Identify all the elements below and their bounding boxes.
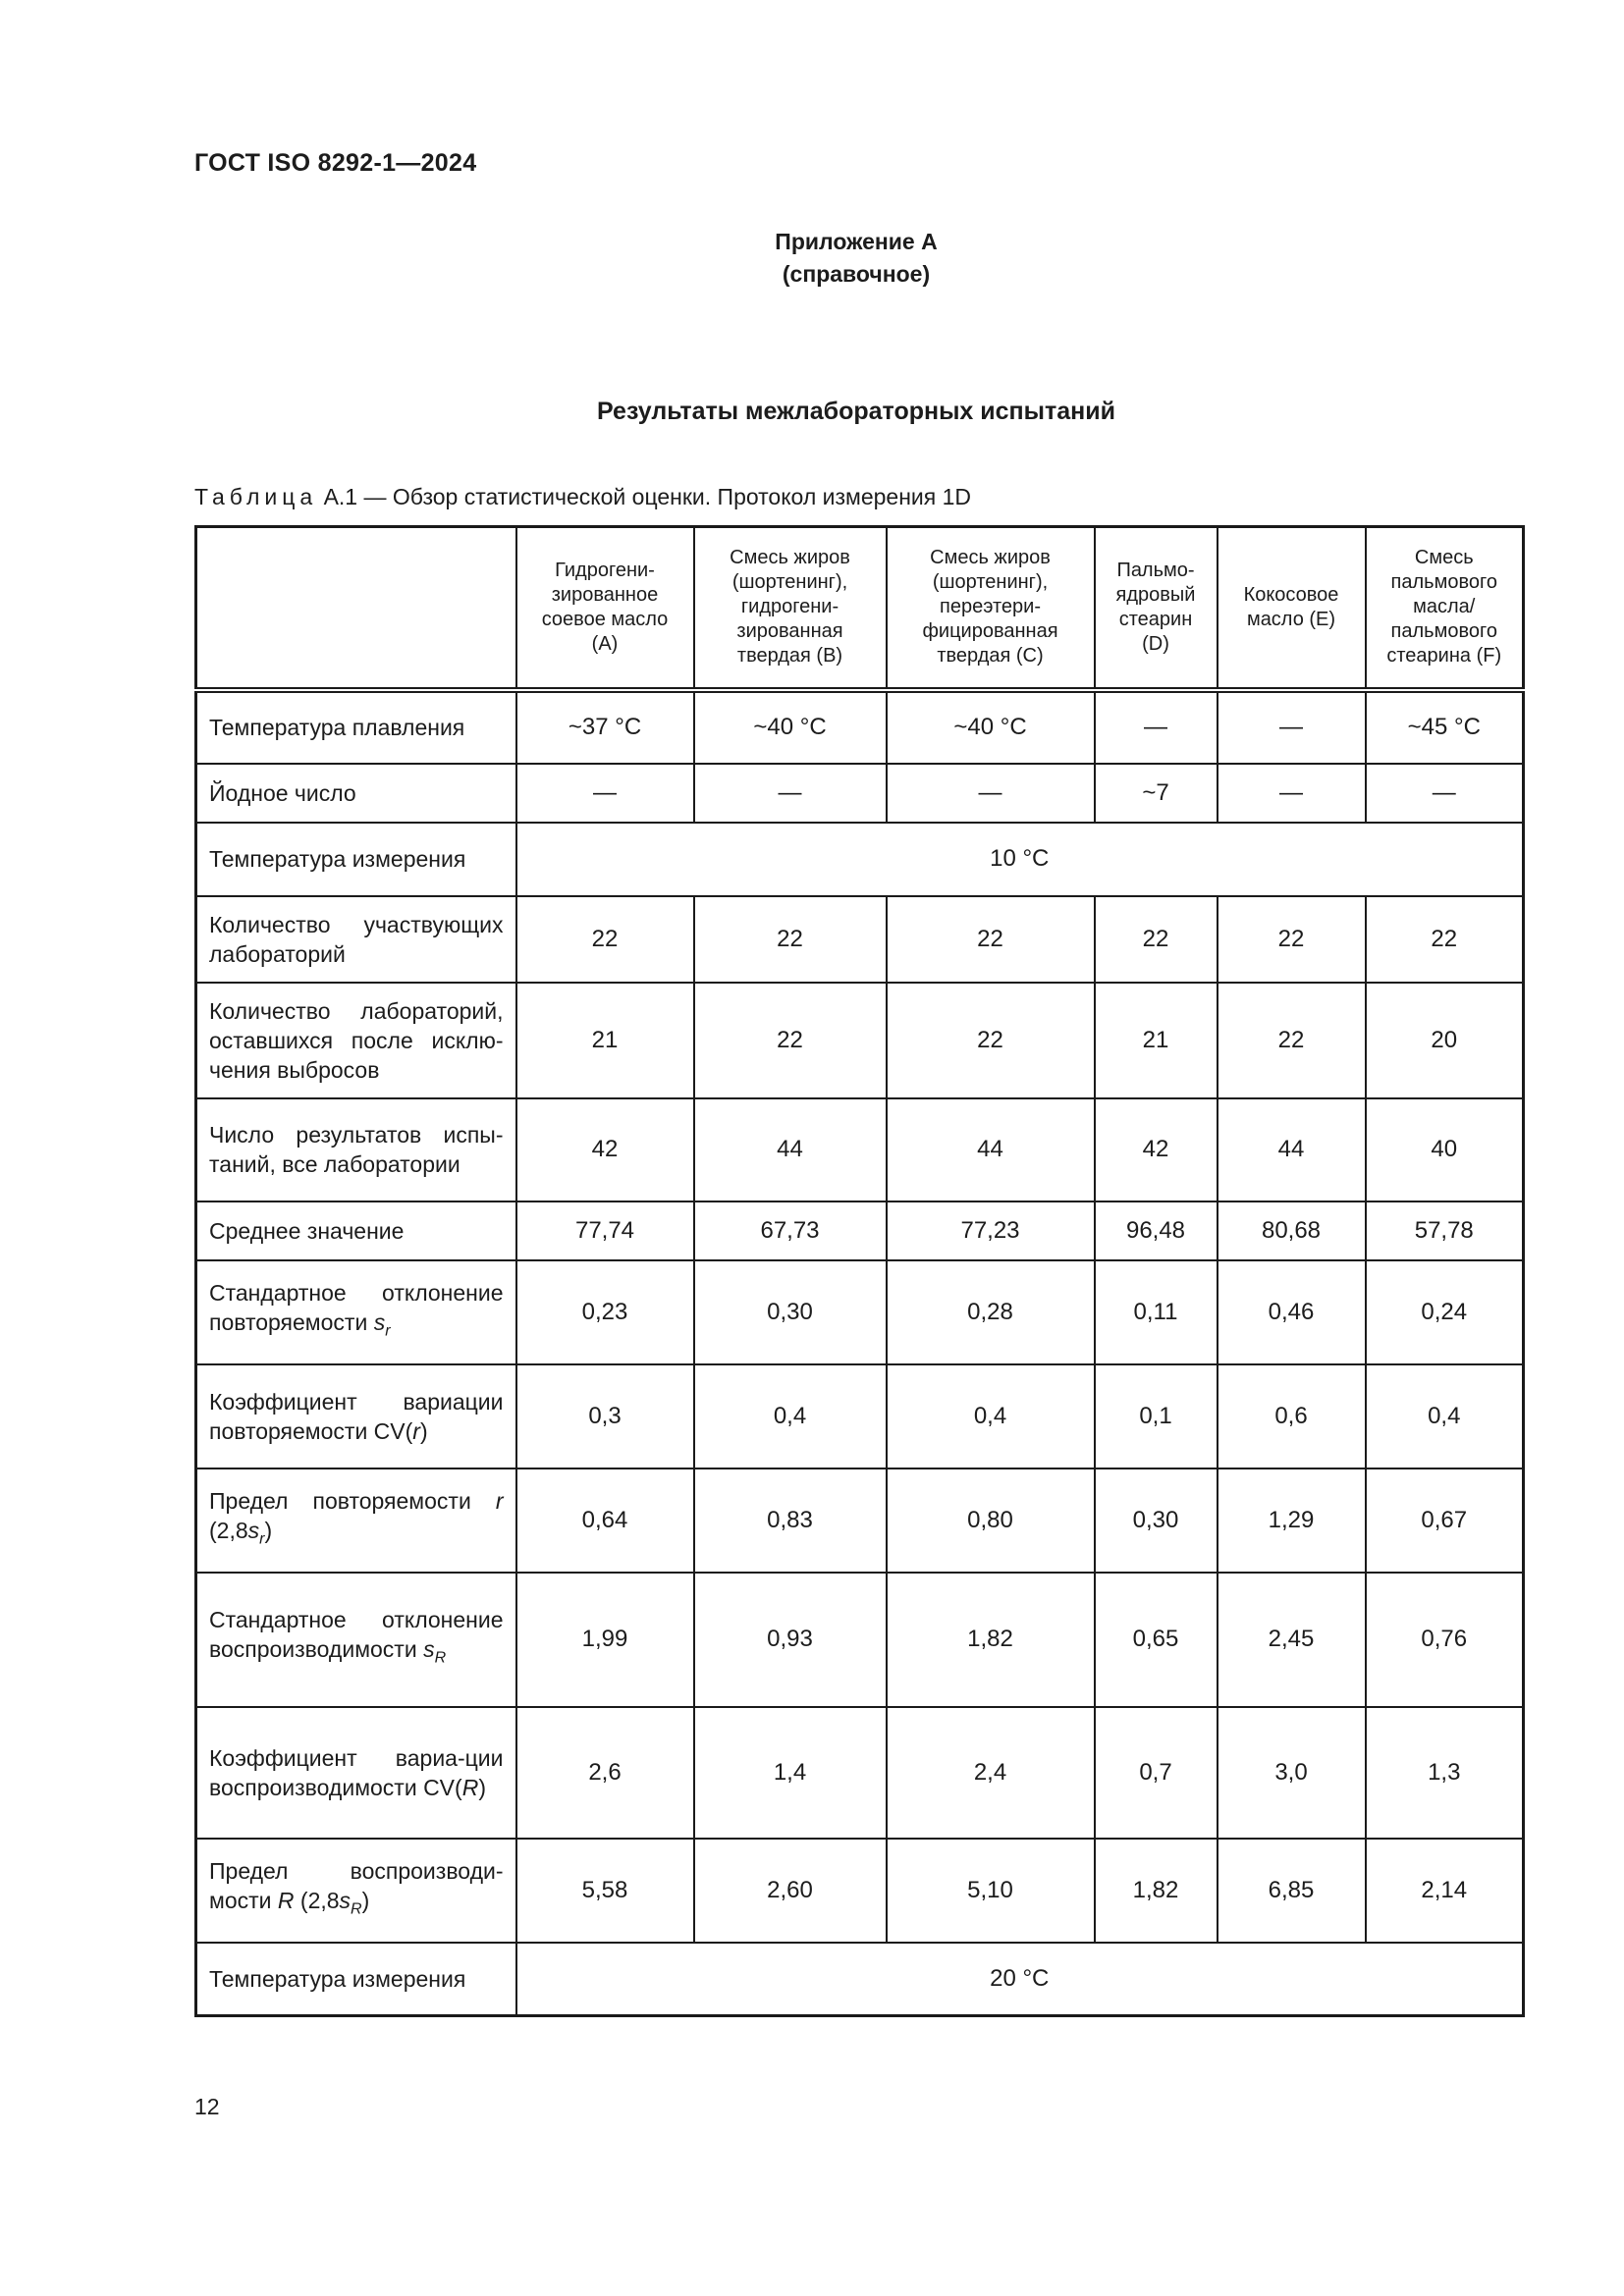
table-cell: ~40 °C [887,690,1095,764]
table-cell: — [887,764,1095,823]
column-header: Кокосовое масло (Е) [1218,527,1366,690]
table-cell: 40 [1366,1098,1524,1201]
table-cell: 77,23 [887,1201,1095,1260]
table-header-row [196,527,1524,690]
row-label: Стандартное отклонение повторяемости $s_r$ [196,1260,516,1364]
row-label: Стандартное отклонение воспроизводимости $s_R$ [196,1573,516,1707]
table-cell: 22 [694,896,887,983]
table-cell: 0,23 [516,1260,694,1364]
table-cell: — [1218,690,1366,764]
document-code: ГОСТ ISO 8292-1—2024 [194,149,477,177]
annex-heading [0,226,1624,291]
row-label: Йодное число [196,764,516,823]
row-label: Коэффициент вариации повторяемости CV(r) [196,1364,516,1468]
table-cell: 22 [887,983,1095,1098]
table-cell: 3,0 [1218,1707,1366,1839]
annex-title: Приложение А [775,229,938,254]
table-row [196,1943,1524,2016]
section-title: Результаты межлабораторных испытаний [596,398,1115,425]
table-cell: — [1218,764,1366,823]
table-cell: 22 [1095,896,1218,983]
column-header: Пальмо- ядровый стеарин (D) [1095,527,1218,690]
page-number: 12 [194,2094,220,2119]
table-cell: 0,6 [1218,1364,1366,1468]
column-header: Смесь пальмового масла/ пальмового стеарина (F) [1366,527,1524,690]
table-cell: 0,83 [694,1468,887,1573]
table-cell: 0,30 [694,1260,887,1364]
table-cell: ~45 °C [1366,690,1524,764]
table-cell: — [694,764,887,823]
table-cell: 22 [887,896,1095,983]
column-header: Смесь жиров (шортенинг), гидрогени- зированная твердая (В) [694,527,887,690]
row-label: Количество участвующих лабораторий [196,896,516,983]
table-cell: 0,67 [1366,1468,1524,1573]
table-cell: 80,68 [1218,1201,1366,1260]
table-cell: 0,93 [694,1573,887,1707]
table-cell: 0,76 [1366,1573,1524,1707]
table-cell: 1,82 [1095,1839,1218,1943]
table-caption-prefix: Таблица [194,484,318,509]
table-cell: 0,80 [887,1468,1095,1573]
table-cell: 0,24 [1366,1260,1524,1364]
table-cell: 0,11 [1095,1260,1218,1364]
table-cell: 0,1 [1095,1364,1218,1468]
table-row [196,1364,1524,1468]
table-row [196,1839,1524,1943]
table-cell: ~37 °C [516,690,694,764]
table-cell: 22 [694,983,887,1098]
table-cell: 2,45 [1218,1573,1366,1707]
table-cell: 22 [516,896,694,983]
annex-status: (справочное) [782,261,931,287]
row-label: Предел воспроизводи-мости R $(2,8s_R)$ [196,1839,516,1943]
table-row [196,764,1524,823]
table-cell: ~40 °C [694,690,887,764]
table-cell: 42 [1095,1098,1218,1201]
table-cell: 2,6 [516,1707,694,1839]
merged-cell: 10 °С [516,823,1524,896]
row-label: Предел повторяемости r $(2,8s_r)$ [196,1468,516,1573]
table-cell: 0,4 [1366,1364,1524,1468]
table-cell: 0,4 [887,1364,1095,1468]
table-row [196,896,1524,983]
table-row [196,1707,1524,1839]
table-caption [194,484,971,510]
table-cell: 0,64 [516,1468,694,1573]
table-cell: 2,60 [694,1839,887,1943]
row-label: Температура измерения [196,1943,516,2016]
header-empty-cell [196,527,516,690]
table-cell: 44 [1218,1098,1366,1201]
table-cell: 96,48 [1095,1201,1218,1260]
table-cell: 1,82 [887,1573,1095,1707]
table-cell: 67,73 [694,1201,887,1260]
table-row [196,1201,1524,1260]
table-cell: — [516,764,694,823]
table-cell: 5,10 [887,1839,1095,1943]
table-cell: ~7 [1095,764,1218,823]
table-cell: 1,29 [1218,1468,1366,1573]
row-label: Среднее значение [196,1201,516,1260]
table-cell: 5,58 [516,1839,694,1943]
table-cell: 0,7 [1095,1707,1218,1839]
table-row [196,690,1524,764]
results-table [194,525,1525,2017]
column-header: Смесь жиров (шортенинг), переэтери- фицированная твердая (С) [887,527,1095,690]
table-cell: 0,65 [1095,1573,1218,1707]
table-row [196,1098,1524,1201]
table-cell: 57,78 [1366,1201,1524,1260]
table-cell: 1,99 [516,1573,694,1707]
table-cell: 0,3 [516,1364,694,1468]
table-caption-text: А.1 — Обзор статистической оценки. Протокол измерения 1D [317,484,972,509]
row-label: Температура плавления [196,690,516,764]
table-cell: 22 [1366,896,1524,983]
table-cell: 2,4 [887,1707,1095,1839]
table-cell: 21 [516,983,694,1098]
table-cell: 44 [887,1098,1095,1201]
table-row [196,1468,1524,1573]
row-label: Количество лабораторий, оставшихся после исклю-чения выбросов [196,983,516,1098]
table-cell: 22 [1218,983,1366,1098]
table-row [196,1573,1524,1707]
column-header: Гидрогени- зированное соевое масло (А) [516,527,694,690]
table-cell: 22 [1218,896,1366,983]
table-cell: — [1095,690,1218,764]
table-row [196,1260,1524,1364]
table-cell: 2,14 [1366,1839,1524,1943]
row-label: Температура измерения [196,823,516,896]
table-cell: 0,4 [694,1364,887,1468]
table-row [196,983,1524,1098]
table-cell: 0,28 [887,1260,1095,1364]
table-cell: 1,4 [694,1707,887,1839]
table-row [196,823,1524,896]
table-cell: 77,74 [516,1201,694,1260]
table-cell: 6,85 [1218,1839,1366,1943]
row-label: Коэффициент вариа-ции воспроизводимости CV(R) [196,1707,516,1839]
table-cell: 20 [1366,983,1524,1098]
table-cell: 44 [694,1098,887,1201]
table-cell: 42 [516,1098,694,1201]
merged-cell: 20 °С [516,1943,1524,2016]
table-cell: 0,30 [1095,1468,1218,1573]
table-cell: — [1366,764,1524,823]
table-cell: 21 [1095,983,1218,1098]
table-cell: 1,3 [1366,1707,1524,1839]
row-label: Число результатов испы-таний, все лаборатории [196,1098,516,1201]
table-cell: 0,46 [1218,1260,1366,1364]
